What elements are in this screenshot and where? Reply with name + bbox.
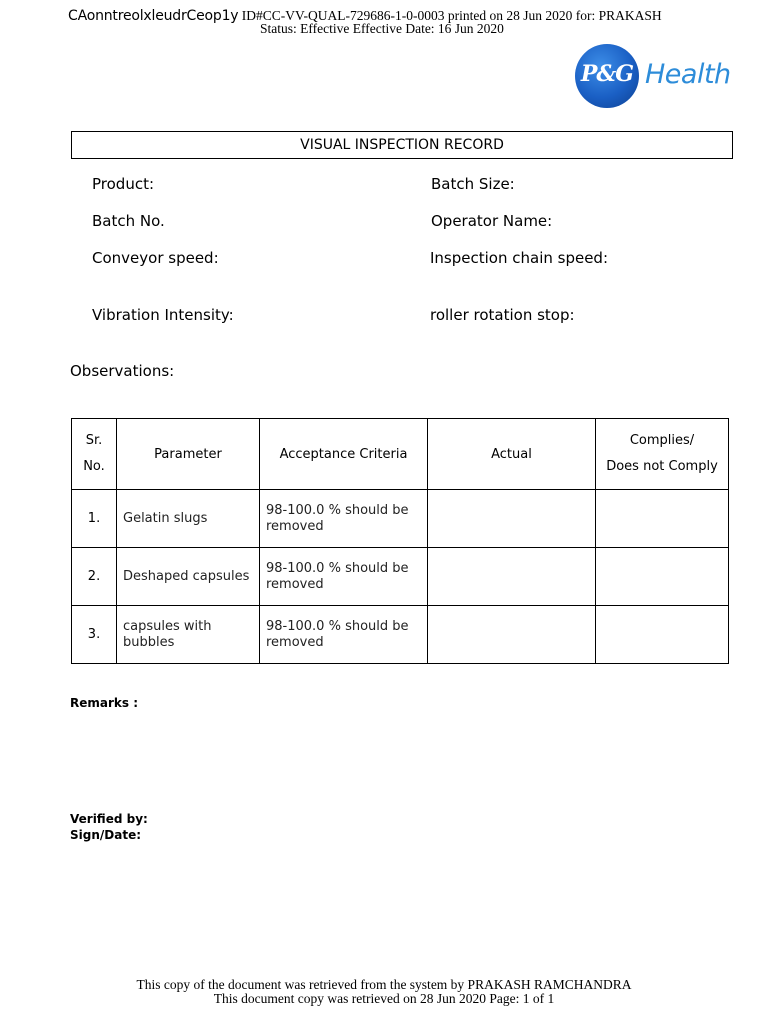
pg-logo-mark: P&G <box>580 61 634 87</box>
inspection-chain-speed-label: Inspection chain speed: <box>430 249 609 267</box>
header-parameter: Parameter <box>117 419 260 490</box>
header-complies <box>596 419 729 490</box>
inspection-table <box>71 418 729 664</box>
roller-rotation-stop-label: roller rotation stop: <box>430 306 575 324</box>
header-complies-line2: Does not Comply <box>606 459 718 474</box>
row-sr-no: 1. <box>72 490 117 548</box>
row-parameter: Gelatin slugs <box>117 490 260 548</box>
sign-date-label: Sign/Date: <box>70 828 142 842</box>
row-parameter: capsules with bubbles <box>117 606 260 664</box>
document-status-line: Status: Effective Effective Date: 16 Jun 2020 <box>260 21 504 36</box>
observations-label: Observations: <box>70 362 175 380</box>
document-id-line: ID#CC-VV-QUAL-729686-1-0-0003 printed on 28 Jun 2020 for: PRAKASH <box>238 8 662 23</box>
table-row <box>72 548 729 606</box>
record-title: VISUAL INSPECTION RECORD <box>71 131 733 159</box>
controlled-copy-stamp: CAonntreolxleudrCeop1y <box>68 8 239 24</box>
row-actual-cell[interactable] <box>428 548 596 606</box>
table-row <box>72 490 729 548</box>
row-sr-no: 2. <box>72 548 117 606</box>
batch-size-label: Batch Size: <box>431 175 515 193</box>
header-complies-line1: Complies/ <box>629 433 695 448</box>
verification-block <box>70 811 148 843</box>
pg-logo-health-text: Health <box>645 59 731 90</box>
row-criteria: 98-100.0 % should be removed <box>260 548 428 606</box>
verified-by-label: Verified by: <box>70 812 148 826</box>
header-actual: Actual <box>428 419 596 490</box>
footer-retrieved-by: This copy of the document was retrieved from the system by PRAKASH RAMCHANDRA <box>136 977 632 992</box>
vibration-intensity-label: Vibration Intensity: <box>92 306 234 324</box>
row-criteria: 98-100.0 % should be removed <box>260 606 428 664</box>
operator-name-label: Operator Name: <box>431 212 553 230</box>
header-sr-line2: No. <box>83 459 105 474</box>
row-actual-cell[interactable] <box>428 490 596 548</box>
row-sr-no: 3. <box>72 606 117 664</box>
row-parameter: Deshaped capsules <box>117 548 260 606</box>
row-complies-cell[interactable] <box>596 490 729 548</box>
product-label: Product: <box>92 175 155 193</box>
row-criteria: 98-100.0 % should be removed <box>260 490 428 548</box>
footer-retrieved-date-page: This document copy was retrieved on 28 Jun 2020 Page: 1 of 1 <box>213 991 555 1006</box>
header-sr-no <box>72 419 117 490</box>
header-acceptance-criteria: Acceptance Criteria <box>260 419 428 490</box>
row-actual-cell[interactable] <box>428 606 596 664</box>
row-complies-cell[interactable] <box>596 606 729 664</box>
row-complies-cell[interactable] <box>596 548 729 606</box>
table-header-row <box>72 419 729 490</box>
table-row <box>72 606 729 664</box>
header-sr-line1: Sr. <box>85 433 103 448</box>
batch-no-label: Batch No. <box>92 212 165 230</box>
remarks-label: Remarks : <box>70 696 138 710</box>
conveyor-speed-label: Conveyor speed: <box>92 249 219 267</box>
pg-health-logo <box>575 44 735 112</box>
